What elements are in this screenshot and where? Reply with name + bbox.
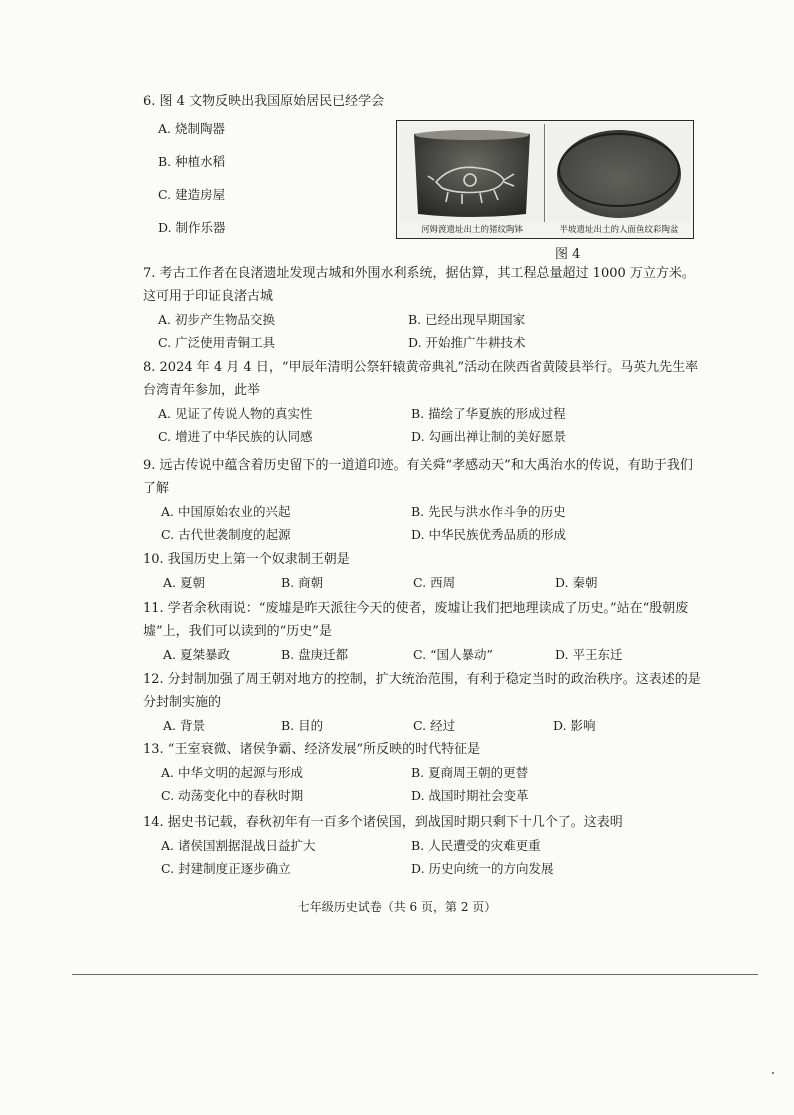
question-8 xyxy=(143,356,703,448)
question-13-stem: 13. “王室衰微、诸侯争霸、经济发展”所反映的时代特征是 xyxy=(143,742,481,757)
option-a: A. 中国原始农业的兴起 xyxy=(161,504,291,519)
option-b: B. 夏商周王朝的更替 xyxy=(411,765,529,780)
question-10-stem: 10. 我国历史上第一个奴隶制王朝是 xyxy=(143,552,350,567)
option-a: A. 初步产生物品交换 xyxy=(158,312,275,327)
question-13 xyxy=(143,738,703,807)
question-7-options-row-2 xyxy=(143,331,703,354)
option-d: D. 历史向统一的方向发展 xyxy=(411,861,554,876)
right-caption: 半坡遗址出土的人面鱼纹彩陶盆 xyxy=(559,225,679,235)
question-14-options-row-1 xyxy=(143,834,703,857)
option-b: B. 描绘了华夏族的形成过程 xyxy=(411,406,566,421)
option-d: D. 平王东迁 xyxy=(555,647,623,662)
option-a: A. 背景 xyxy=(163,718,205,733)
option-c: C. 古代世袭制度的起源 xyxy=(161,527,291,542)
option-a: A. 中华文明的起源与形成 xyxy=(161,765,303,780)
option-c: C. 广泛使用青铜工具 xyxy=(158,335,276,350)
option-c: C. “国人暴动” xyxy=(413,647,493,662)
question-7 xyxy=(143,262,703,354)
question-6-options xyxy=(158,112,226,244)
question-14-options-row-2 xyxy=(143,857,703,880)
option-b: B. 先民与洪水作斗争的历史 xyxy=(411,504,566,519)
question-14-stem: 14. 据史书记载，春秋初年有一百多个诸侯国，到战国时期只剩下十几个了。这表明 xyxy=(143,815,623,830)
question-14 xyxy=(143,811,703,880)
figure-label: 图 4 xyxy=(555,247,581,262)
question-7-options-row-1 xyxy=(143,308,703,331)
question-13-options-row-2 xyxy=(143,784,703,807)
question-6 xyxy=(143,90,703,113)
option-d: D. 秦朝 xyxy=(555,575,598,590)
question-7-stem: 7. 考古工作者在良渚遗址发现古城和外围水利系统，据估算，其工程总量超过 1000 万立方米。这可用于印证良渚古城 xyxy=(143,266,695,304)
question-6-stem: 6. 图 4 文物反映出我国原始居民已经学会 xyxy=(143,94,385,109)
option-c: C. 动荡变化中的春秋时期 xyxy=(161,788,304,803)
question-10-options-row xyxy=(143,571,703,594)
option-d: D. 勾画出禅让制的美好愿景 xyxy=(411,429,567,444)
option-a: A. 见证了传说人物的真实性 xyxy=(158,406,313,421)
page-divider xyxy=(72,974,758,975)
pig-pattern-bowl-photo xyxy=(400,124,545,222)
question-11-stem: 11. 学者余秋雨说：“废墟是昨天派往今天的使者，废墟让我们把地理读成了历史。”站在“殷朝废墟”上，我们可以读到的“历史”是 xyxy=(143,601,689,639)
option-c: C. 封建制度正逐步确立 xyxy=(161,861,291,876)
option-c: C. 经过 xyxy=(413,718,456,733)
question-12-options-row xyxy=(143,714,703,737)
option-b: B. 商朝 xyxy=(281,575,324,590)
option-a: A. 夏桀暴政 xyxy=(163,647,230,662)
option-c: C. 建造房屋 xyxy=(158,187,226,202)
option-b: B. 已经出现早期国家 xyxy=(408,312,526,327)
option-a: A. 烧制陶器 xyxy=(158,121,225,136)
option-b: B. 目的 xyxy=(281,718,324,733)
option-c: C. 增进了中华民族的认同感 xyxy=(158,429,313,444)
question-12-stem: 12. 分封制加强了周王朝对地方的控制，扩大统治范围，有利于稳定当时的政治秩序。这表述的是分封制实施的 xyxy=(143,672,701,710)
question-10 xyxy=(143,548,703,594)
question-11 xyxy=(143,597,703,666)
figure-4 xyxy=(396,120,694,239)
option-d: D. 影响 xyxy=(553,718,596,733)
left-caption: 河姆渡遗址出土的猪纹陶钵 xyxy=(420,225,523,235)
option-a: A. 夏朝 xyxy=(163,575,205,590)
option-d: D. 制作乐器 xyxy=(158,220,226,235)
option-c: C. 西周 xyxy=(413,575,456,590)
question-8-options-row-1 xyxy=(143,402,703,425)
question-8-stem: 8. 2024 年 4 月 4 日，“甲辰年清明公祭轩辕黄帝典礼”活动在陕西省黄陵县举行。马英九先生率台湾青年参加，此举 xyxy=(143,360,699,398)
option-d: D. 开始推广牛耕技术 xyxy=(408,335,526,350)
question-13-options-row-1 xyxy=(143,761,703,784)
question-9-stem: 9. 远古传说中蕴含着历史留下的一道道印迹。有关舜“孝感动天”和大禹治水的传说，有助于我们了解 xyxy=(143,458,693,496)
question-12 xyxy=(143,668,703,737)
question-9-options-row-2 xyxy=(143,523,703,546)
option-b: B. 种植水稻 xyxy=(158,154,226,169)
option-b: B. 盘庚迁都 xyxy=(281,647,349,662)
option-d: D. 中华民族优秀品质的形成 xyxy=(411,527,567,542)
option-b: B. 人民遭受的灾难更重 xyxy=(411,838,541,853)
option-a: A. 诸侯国割据混战日益扩大 xyxy=(161,838,316,853)
page-footer: 七年级历史试卷（共 6 页，第 2 页） xyxy=(297,900,497,914)
scan-speck xyxy=(772,1072,774,1074)
option-d: D. 战国时期社会变革 xyxy=(411,788,529,803)
question-11-options-row xyxy=(143,643,703,666)
question-9-options-row-1 xyxy=(143,500,703,523)
question-8-options-row-2 xyxy=(143,425,703,448)
question-9 xyxy=(143,454,703,546)
human-face-fish-basin-photo xyxy=(547,124,691,222)
